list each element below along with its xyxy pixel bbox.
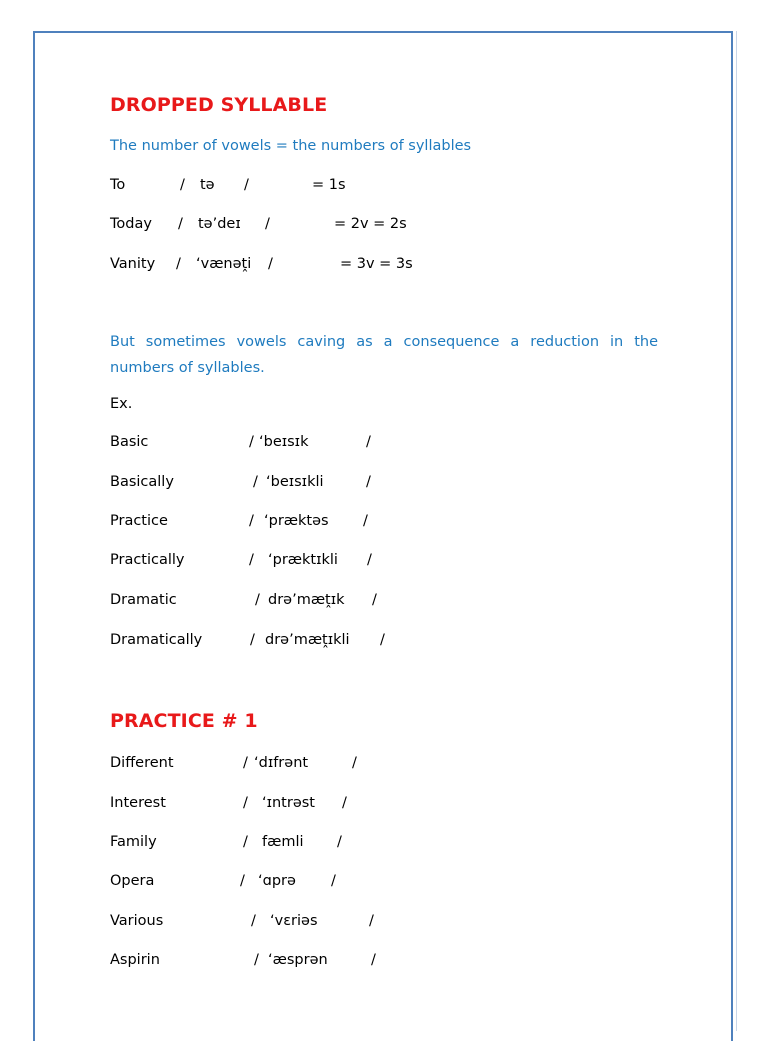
ipa: ‘ɑprə	[258, 873, 296, 889]
slash: /	[250, 632, 255, 648]
slash: /	[372, 592, 377, 608]
ipa: fæmli	[262, 834, 304, 850]
syllable-count: = 1s	[312, 177, 346, 193]
example-word: Vanity	[110, 256, 156, 272]
slash: /	[249, 434, 254, 450]
slash: /	[176, 256, 181, 272]
ipa: ‘præktɪkli	[268, 552, 338, 568]
page-edge	[736, 31, 737, 1031]
slash: /	[243, 834, 248, 850]
slash: /	[366, 434, 371, 450]
slash: /	[253, 474, 258, 490]
word: Opera	[110, 873, 155, 889]
slash: /	[255, 592, 260, 608]
rule-text: The number of vowels = the numbers of syllables	[110, 138, 472, 154]
slash: /	[240, 873, 245, 889]
word: Dramatically	[110, 632, 203, 648]
slash: /	[363, 513, 368, 529]
slash: /	[380, 632, 385, 648]
slash: /	[254, 952, 259, 968]
ipa: ‘præktəs	[264, 513, 329, 529]
ipa: ‘dɪfrənt	[254, 755, 309, 771]
example-word: Today	[110, 216, 152, 232]
slash: /	[337, 834, 342, 850]
ex-label: Ex.	[110, 396, 133, 412]
slash: /	[251, 913, 256, 929]
word: Aspirin	[110, 952, 160, 968]
section-title-dropped-syllable: DROPPED SYLLABLE	[110, 94, 328, 116]
slash: /	[265, 216, 270, 232]
example-ipa: tə’deɪ	[198, 216, 241, 232]
syllable-count: = 2v = 2s	[334, 216, 407, 232]
slash: /	[342, 795, 347, 811]
ipa: ‘vɛriəs	[270, 913, 318, 929]
ipa: drə’mæṱɪkli	[265, 632, 350, 648]
syllable-count: = 3v = 3s	[340, 256, 413, 272]
slash: /	[178, 216, 183, 232]
example-ipa: ‘vænəṱi	[196, 256, 252, 272]
slash: /	[371, 952, 376, 968]
slash: /	[180, 177, 185, 193]
word: Various	[110, 913, 164, 929]
ipa: drə’mæṱɪk	[268, 592, 345, 608]
section-title-practice: PRACTICE # 1	[110, 710, 258, 732]
slash: /	[331, 873, 336, 889]
slash: /	[244, 177, 249, 193]
word: Interest	[110, 795, 166, 811]
slash: /	[243, 795, 248, 811]
ipa: ‘beɪsɪkli	[266, 474, 324, 490]
word: Different	[110, 755, 174, 771]
ipa: ‘ɪntrəst	[262, 795, 315, 811]
note-paragraph: But sometimes vowels caving as a consequence a reduction in the numbers of syllables.	[110, 334, 658, 376]
slash: /	[268, 256, 273, 272]
word: Practically	[110, 552, 185, 568]
word: Basic	[110, 434, 149, 450]
slash: /	[367, 552, 372, 568]
example-ipa: tə	[200, 177, 215, 193]
slash: /	[352, 755, 357, 771]
example-word: To	[110, 177, 126, 193]
slash: /	[249, 513, 254, 529]
word: Dramatic	[110, 592, 177, 608]
slash: /	[249, 552, 254, 568]
slash: /	[243, 755, 248, 771]
ipa: ‘æsprən	[268, 952, 328, 968]
slash: /	[369, 913, 374, 929]
ipa: ‘beɪsɪk	[259, 434, 309, 450]
word: Family	[110, 834, 157, 850]
page-border	[33, 31, 733, 1041]
slash: /	[366, 474, 371, 490]
word: Basically	[110, 474, 174, 490]
word: Practice	[110, 513, 168, 529]
